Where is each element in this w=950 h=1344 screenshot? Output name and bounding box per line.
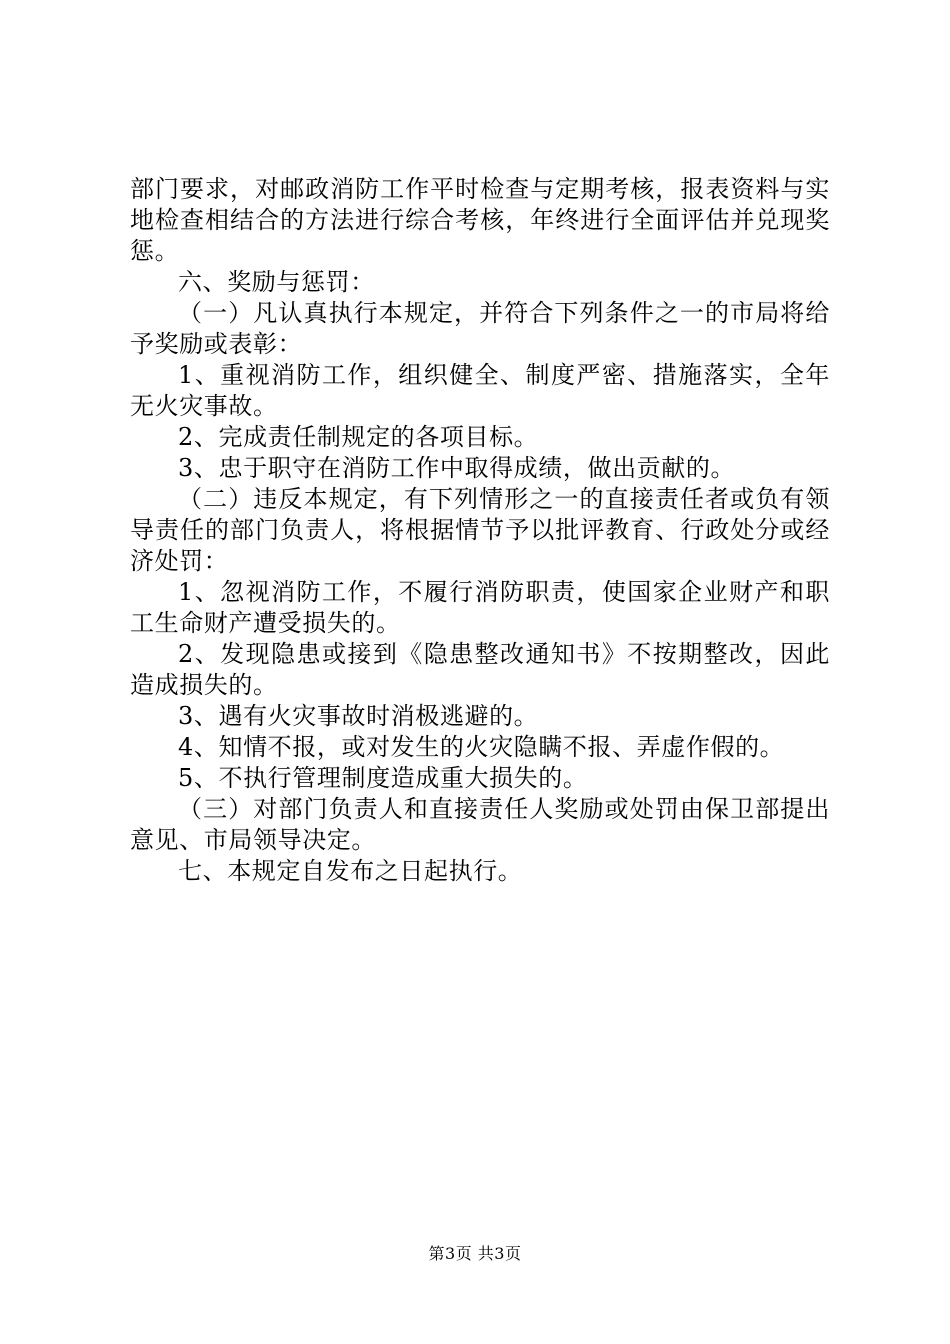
page-number-footer: 第3页 共3页: [428, 1244, 522, 1263]
list-item-penalty-4: 4、知情不报，或对发生的火灾隐瞒不报、弄虚作假的。: [178, 733, 785, 761]
list-item-reward-3: 3、忠于职守在消防工作中取得成绩，做出贡献的。: [178, 454, 736, 482]
paragraph-decision-authority: （三）对部门负责人和直接责任人奖励或处罚由保卫部提出意见、市局领导决定。: [130, 795, 830, 854]
paragraph-penalty-conditions: （二）违反本规定，有下列情形之一的直接责任者或负有领导责任的部门负责人，将根据情节予以批评教育、行政处分或经济处罚：: [130, 485, 830, 575]
paragraph-continuation: 部门要求，对邮政消防工作平时检查与定期考核，报表资料与实地检查相结合的方法进行综合考核，年终进行全面评估并兑现奖惩。: [130, 175, 830, 265]
list-item-penalty-2: 2、发现隐患或接到《隐患整改通知书》不按期整改，因此造成损失的。: [130, 640, 830, 699]
list-item-penalty-3: 3、遇有火灾事故时消极逃避的。: [178, 702, 539, 730]
section-heading-effective-date: 七、本规定自发布之日起执行。: [178, 857, 523, 885]
list-item-reward-2: 2、完成责任制规定的各项目标。: [178, 423, 539, 451]
paragraph-reward-conditions: （一）凡认真执行本规定，并符合下列条件之一的市局将给予奖励或表彰：: [130, 299, 830, 358]
section-heading-rewards-penalties: 六、奖励与惩罚：: [178, 268, 375, 296]
list-item-penalty-1: 1、忽视消防工作，不履行消防职责，使国家企业财产和职工生命财产遭受损失的。: [130, 578, 830, 637]
list-item-reward-1: 1、重视消防工作，组织健全、制度严密、措施落实，全年无火灾事故。: [130, 361, 830, 420]
list-item-penalty-5: 5、不执行管理制度造成重大损失的。: [178, 764, 588, 792]
document-body: [130, 174, 830, 887]
